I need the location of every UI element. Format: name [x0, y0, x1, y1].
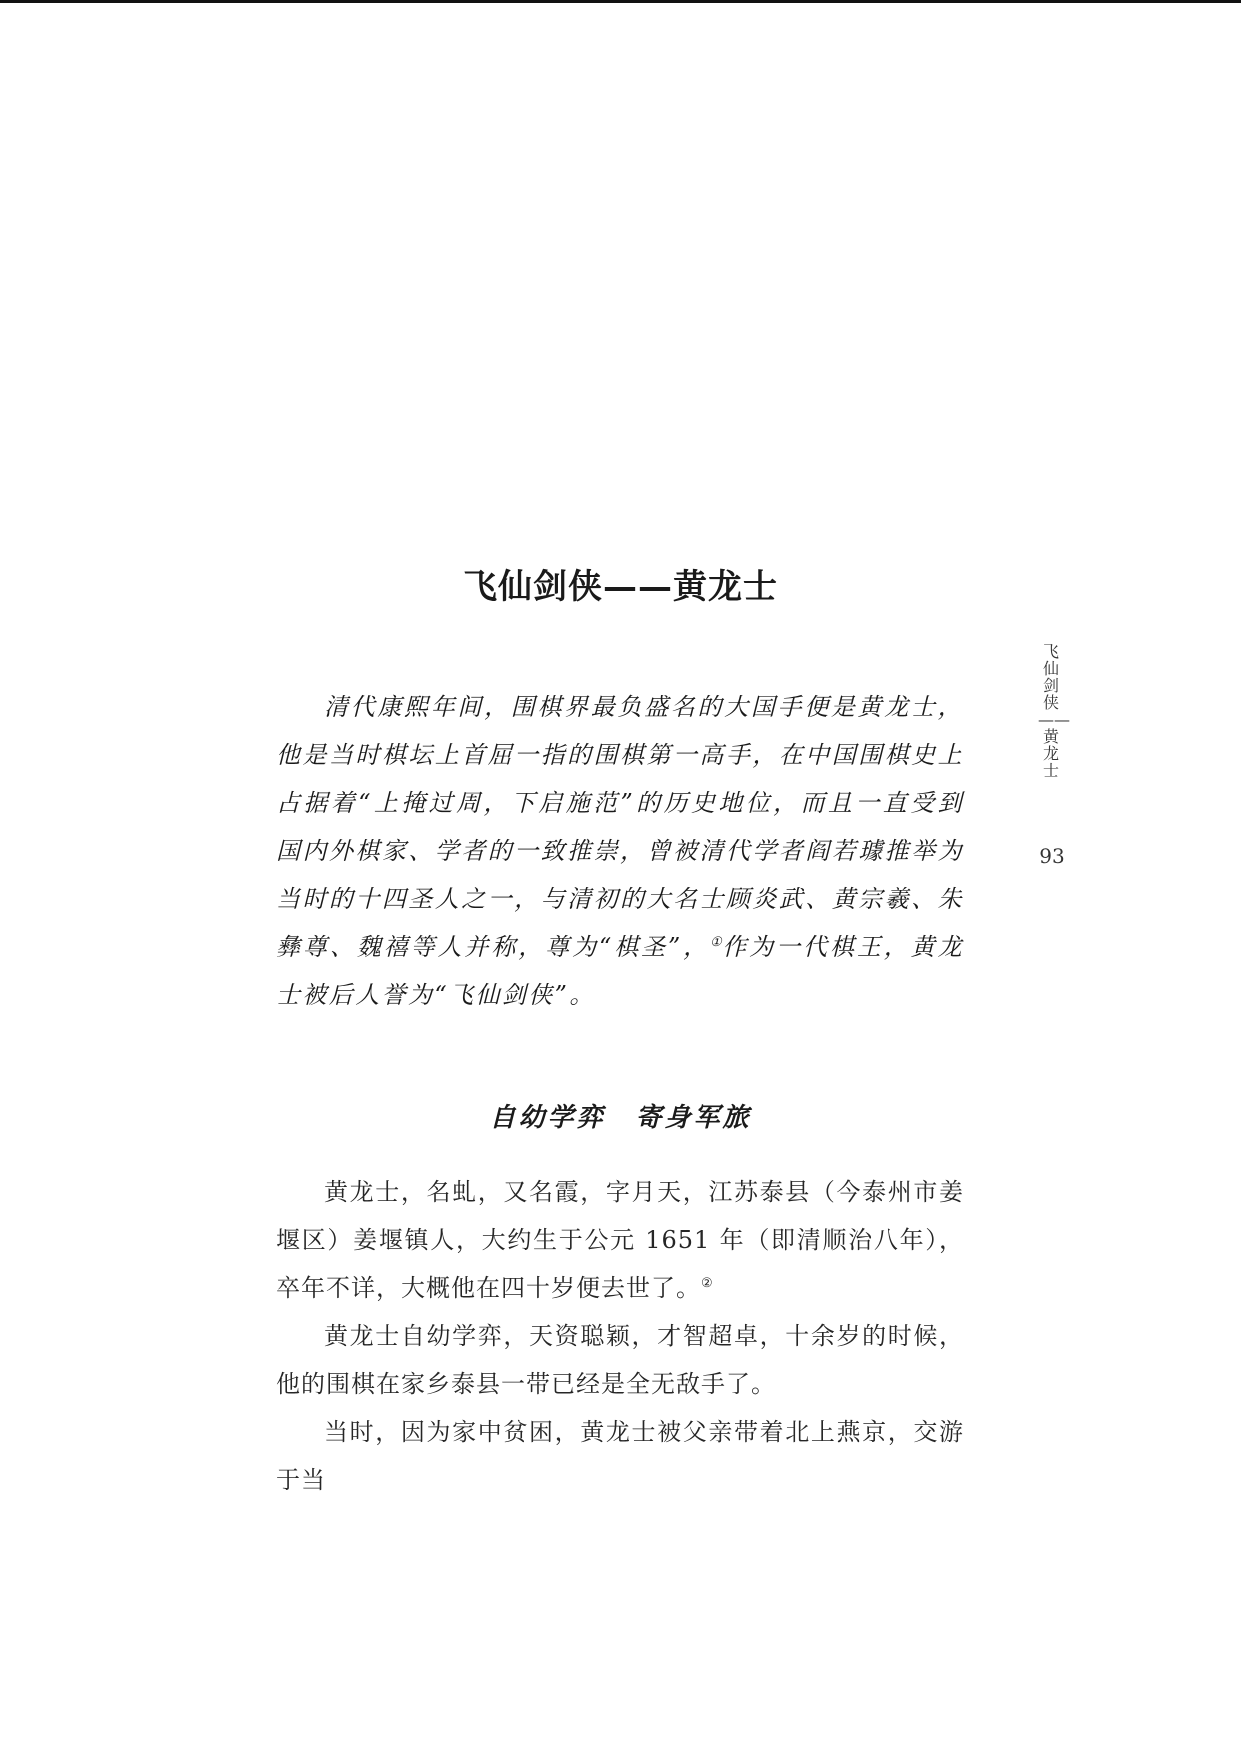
body-paragraph-1-text: 黄龙士，名虬，又名霞，字月天，江苏泰县（今泰州市姜堰区）姜堰镇人，大约生于公元 1651 年（即清顺治八年），卒年不详，大概他在四十岁便去世了。 [276, 1178, 964, 1302]
body-paragraph-3: 当时，因为家中贫困，黄龙士被父亲带着北上燕京，交游于当 [276, 1418, 964, 1494]
top-rule [0, 0, 1241, 3]
intro-paragraph [276, 683, 964, 1019]
section-heading-part1: 自幼学弈 [489, 1102, 606, 1133]
section-body [276, 1168, 964, 1504]
body-paragraph-1 [276, 1168, 964, 1312]
section-heading-part2: 寄身军旅 [635, 1102, 752, 1133]
section-heading [0, 1097, 1241, 1134]
intro-text: 清代康熙年间，围棋界最负盛名的大国手便是黄龙士，他是当时棋坛上首屈一指的围棋第一高手，在中国围棋史上占据着“上掩过周，下启施范”的历史地位，而且一直受到国内外棋家、学者的一致推崇，曾被清代学者阎若璩推举为当时的十四圣人之一，与清初的大名士顾炎武、黄宗羲、朱彝尊、魏禧等人并称，尊为“棋圣”， [276, 693, 964, 961]
chapter-title: 飞仙剑侠——黄龙士 [463, 566, 778, 607]
intro-text-continued: 作为一代棋王，黄龙士被后人誉为“飞仙剑侠”。 [276, 933, 964, 1009]
body-paragraph-2: 黄龙士自幼学弈，天资聪颖，才智超卓，十余岁的时候，他的围棋在家乡泰县一带已经是全无敌手了。 [276, 1322, 964, 1398]
page-number: 93 [1039, 844, 1065, 868]
running-head: 飞仙剑侠——黄龙士 [1038, 642, 1070, 780]
footnote-marker-2[interactable]: ② [701, 1276, 713, 1291]
footnote-marker-1[interactable]: ① [710, 935, 723, 950]
